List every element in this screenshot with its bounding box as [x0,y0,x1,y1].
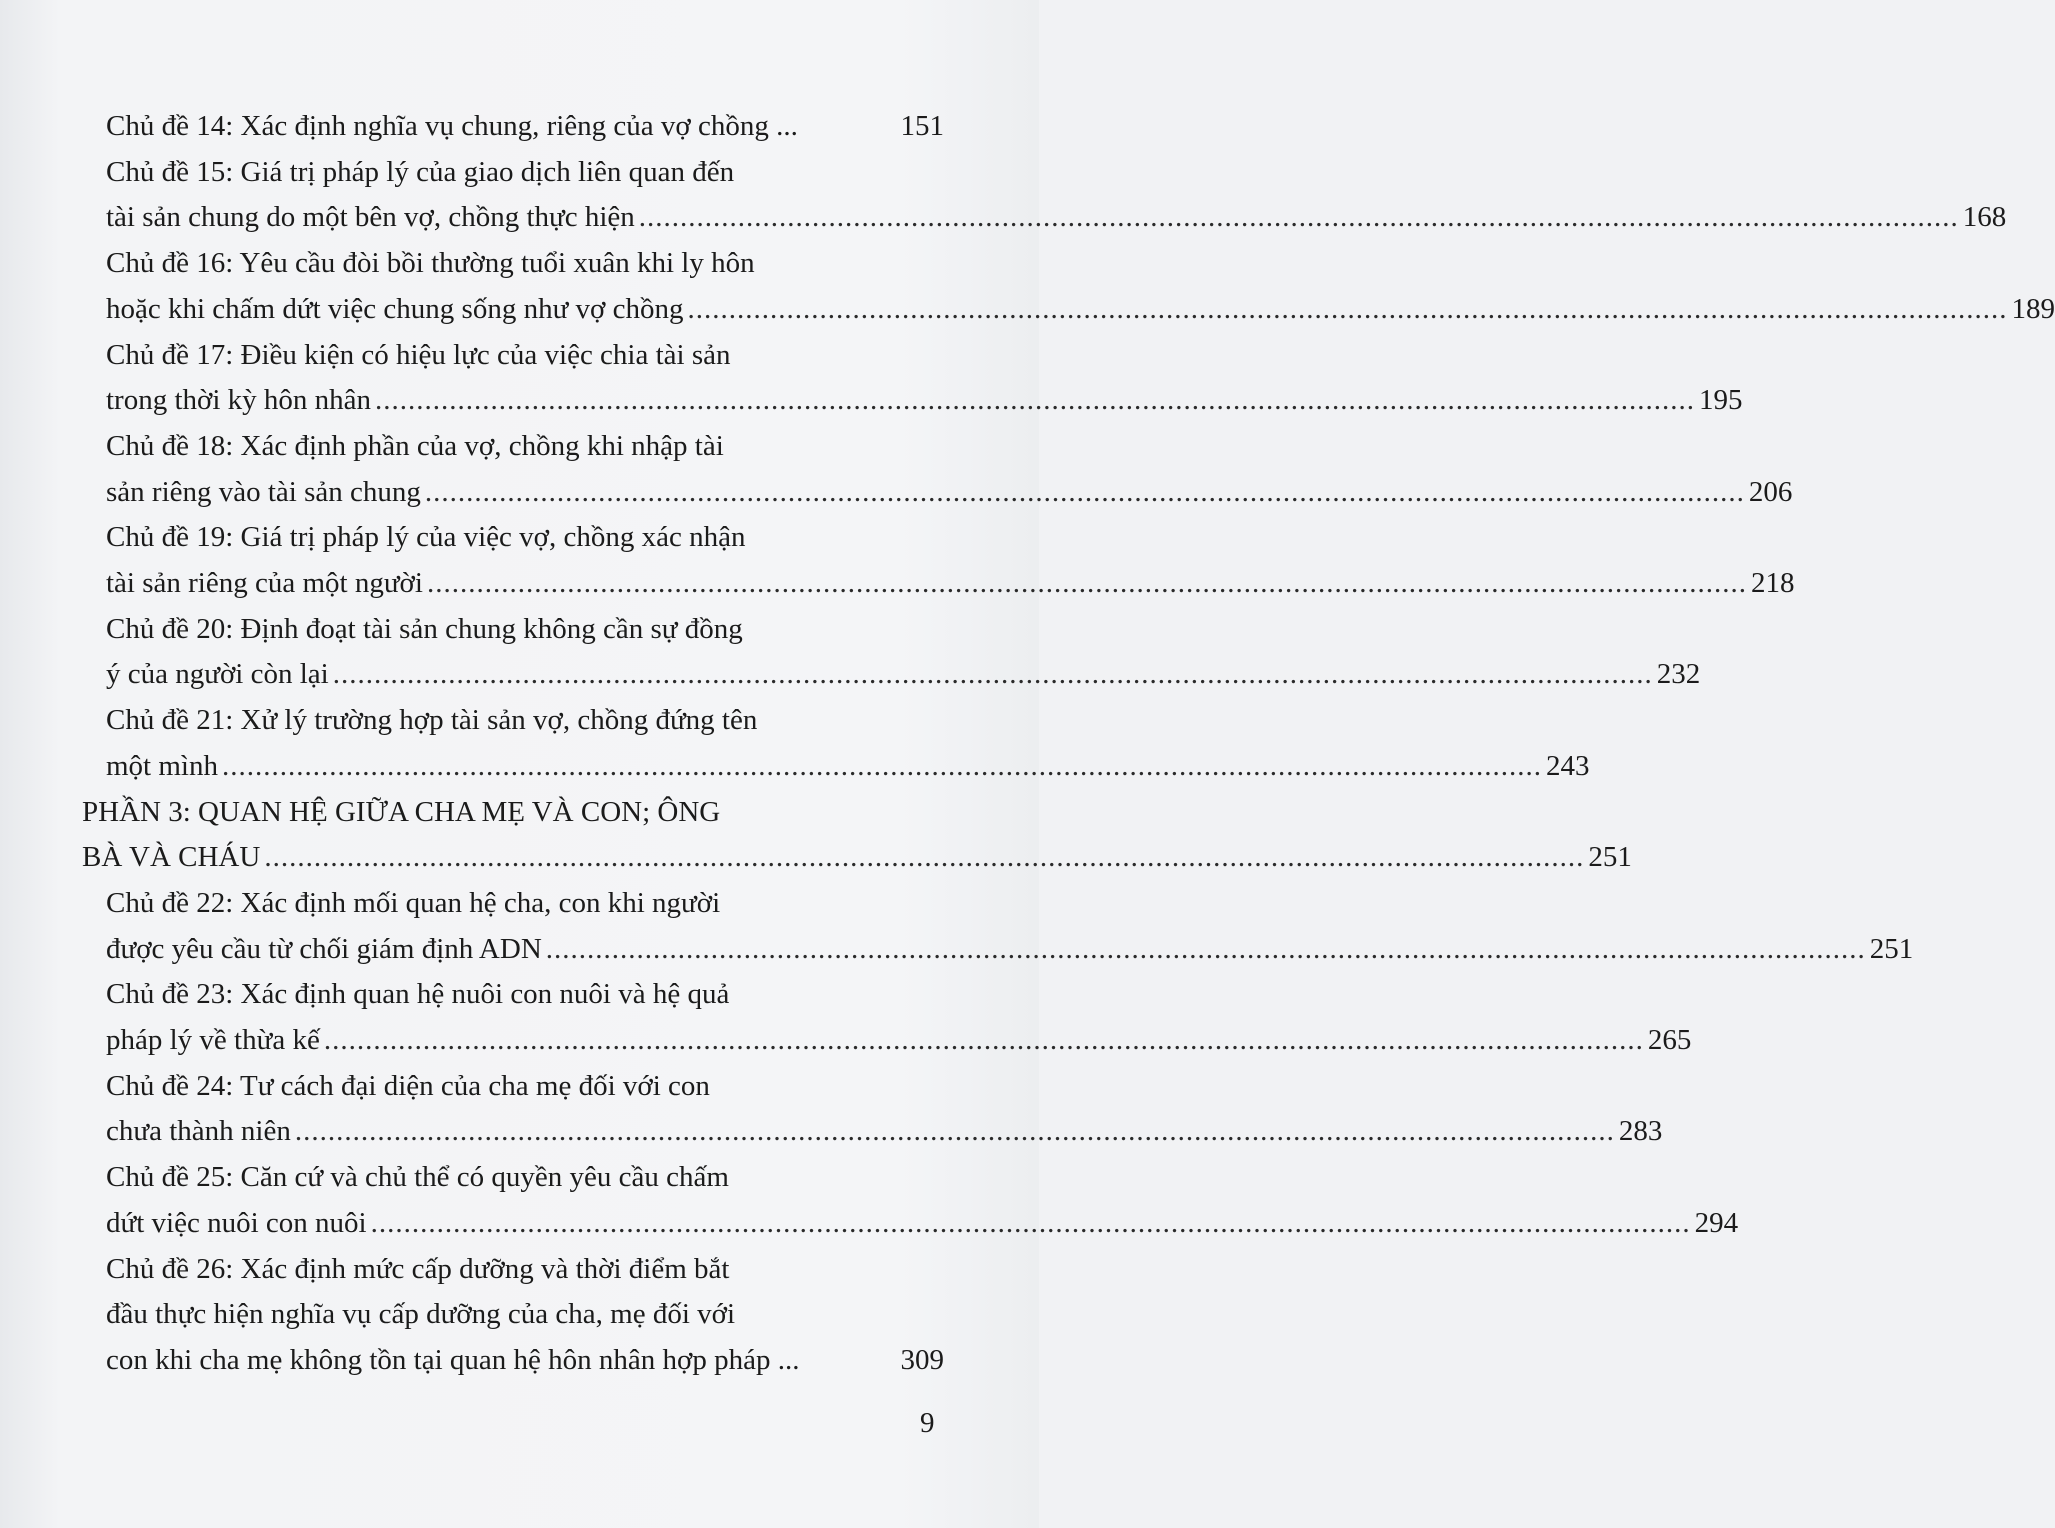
toc-entry-title: Chủ đề 21: Xử lý trường hợp tài sản vợ, chồng đứng tên [106,704,758,737]
toc-entry-page: 283 [1618,1115,1663,1148]
toc-entry-page: 195 [1699,384,1743,417]
toc-dot-leader: ................................................................................................................................................................ [264,841,1585,874]
toc-entry [106,1200,1739,1246]
toc-dot-leader: ................................................................................................................................................................ [332,658,1653,691]
toc-entry-title: pháp lý về thừa kế [106,1024,320,1056]
toc-entry-page: 218 [1750,567,1795,599]
toc-entry-page: 243 [1545,749,1590,782]
toc-dot-leader: ................................................................................................................................................................ [323,1024,1644,1056]
toc-dot-leader: ................................................................................................................................................................ [426,567,1747,599]
toc-entry-title: Chủ đề 18: Xác định phần của vợ, chồng khi nhập tài [106,429,724,462]
toc-entry-title: Chủ đề 15: Giá trị pháp lý của giao dịch liên quan đến [106,155,735,188]
toc-entry [106,1017,1692,1063]
toc-entry-title: Chủ đề 26: Xác định mức cấp dưỡng và thời điểm bắt [106,1252,730,1285]
page-number: 9 [920,1407,935,1439]
toc-entry-page: 294 [1694,1206,1739,1239]
toc-entry [106,971,944,1017]
toc-entry [106,332,944,378]
toc-entry-title: được yêu cầu từ chối giám định ADN [106,932,542,965]
toc-entry [106,1246,944,1292]
toc-entry-title: chưa thành niên [106,1115,291,1148]
toc-entry-title: Chủ đề 19: Giá trị pháp lý của việc vợ, chồng xác nhận [106,521,746,554]
toc-dot-leader: ................................................................................................................................................................ [545,932,1866,965]
toc-entry-title: một mình [106,749,218,782]
toc-entry-title: trong thời kỳ hôn nhân [106,384,372,417]
toc-entry [106,194,2007,240]
toc-entry-title: Chủ đề 24: Tư cách đại diện của cha mẹ đối với con [106,1069,710,1102]
toc-entry-title: dứt việc nuôi con nuôi [106,1206,367,1239]
toc-entry [106,514,944,560]
toc-dot-leader: ................................................................................................................................................................ [424,475,1745,508]
toc-entry-page: 232 [1656,658,1701,691]
toc-entry [106,103,944,149]
toc-entry [106,743,1590,789]
toc-entry [106,560,1795,606]
toc-entry-title: Chủ đề 25: Căn cứ và chủ thể có quyền yêu cầu chấm [106,1161,729,1194]
toc-entry [106,1291,944,1337]
toc-entry [106,1108,1663,1154]
toc-entry [106,240,944,286]
toc-dot-leader: ................................................................................................................................................................ [370,1206,1691,1239]
toc-entry [106,423,944,469]
toc-entry [106,1337,944,1383]
toc-entry-page: 189 [2011,292,2055,325]
toc-entry-title: Chủ đề 17: Điều kiện có hiệu lực của việc chia tài sản [106,338,731,371]
toc-dot-leader: ................................................................................................................................................................ [221,749,1542,782]
toc-dot-leader: ................................................................................................................................................................ [638,201,1959,234]
toc-entry-page: 206 [1748,475,1793,508]
toc-entry [106,880,944,926]
toc-entry-title: PHẦN 3: QUAN HỆ GIỮA CHA MẸ VÀ CON; ÔNG [82,795,721,828]
toc-entry-title: tài sản chung do một bên vợ, chồng thực hiện [106,201,635,234]
toc-entry [106,377,1743,423]
toc-entry [106,469,1793,515]
toc-dot-leader: ................................................................................................................................................................ [375,384,1696,417]
toc-entry [106,286,2055,332]
toc-entry-page: 251 [1588,841,1632,874]
toc-entry [106,651,1701,697]
toc-entry-title: con khi cha mẹ không tồn tại quan hệ hôn nhân hợp pháp ... [106,1343,800,1376]
toc-entry [82,789,944,835]
toc-entry [106,606,944,652]
toc-entry-page: 265 [1647,1024,1692,1056]
toc-entry [106,1063,944,1109]
toc-entry-title: BÀ VÀ CHÁU [82,841,261,874]
toc-entry-page: 168 [1962,201,2007,234]
toc-entry [106,1154,944,1200]
toc-entry-title: Chủ đề 23: Xác định quan hệ nuôi con nuôi và hệ quả [106,978,730,1011]
toc-entry-title: Chủ đề 16: Yêu cầu đòi bồi thường tuổi xuân khi ly hôn [106,247,755,280]
toc-entry-title: sản riêng vào tài sản chung [106,475,421,508]
toc-entry-title: hoặc khi chấm dứt việc chung sống như vợ chồng [106,292,684,325]
toc-entry-title: Chủ đề 14: Xác định nghĩa vụ chung, riêng của vợ chồng ... [106,110,798,142]
toc-entry [106,926,1914,972]
toc-entry-page: 309 [900,1343,944,1376]
toc-entry-title: Chủ đề 22: Xác định mối quan hệ cha, con khi người [106,886,721,919]
toc-entry-title: ý của người còn lại [106,658,329,691]
toc-dot-leader: ................................................................................................................................................................ [294,1115,1615,1148]
toc-entry [82,834,1632,880]
toc-dot-leader: ................................................................................................................................................................ [687,292,2008,325]
toc-entry-title: đầu thực hiện nghĩa vụ cấp dưỡng của cha, mẹ đối với [106,1298,736,1331]
toc-entry-page: 151 [900,110,944,142]
toc-entry [106,697,944,743]
toc-entry-page: 251 [1869,932,1914,965]
toc-entry [106,149,944,195]
toc-entry-title: Chủ đề 20: Định đoạt tài sản chung không cần sự đồng [106,612,743,645]
toc-entry-title: tài sản riêng của một người [106,567,423,599]
